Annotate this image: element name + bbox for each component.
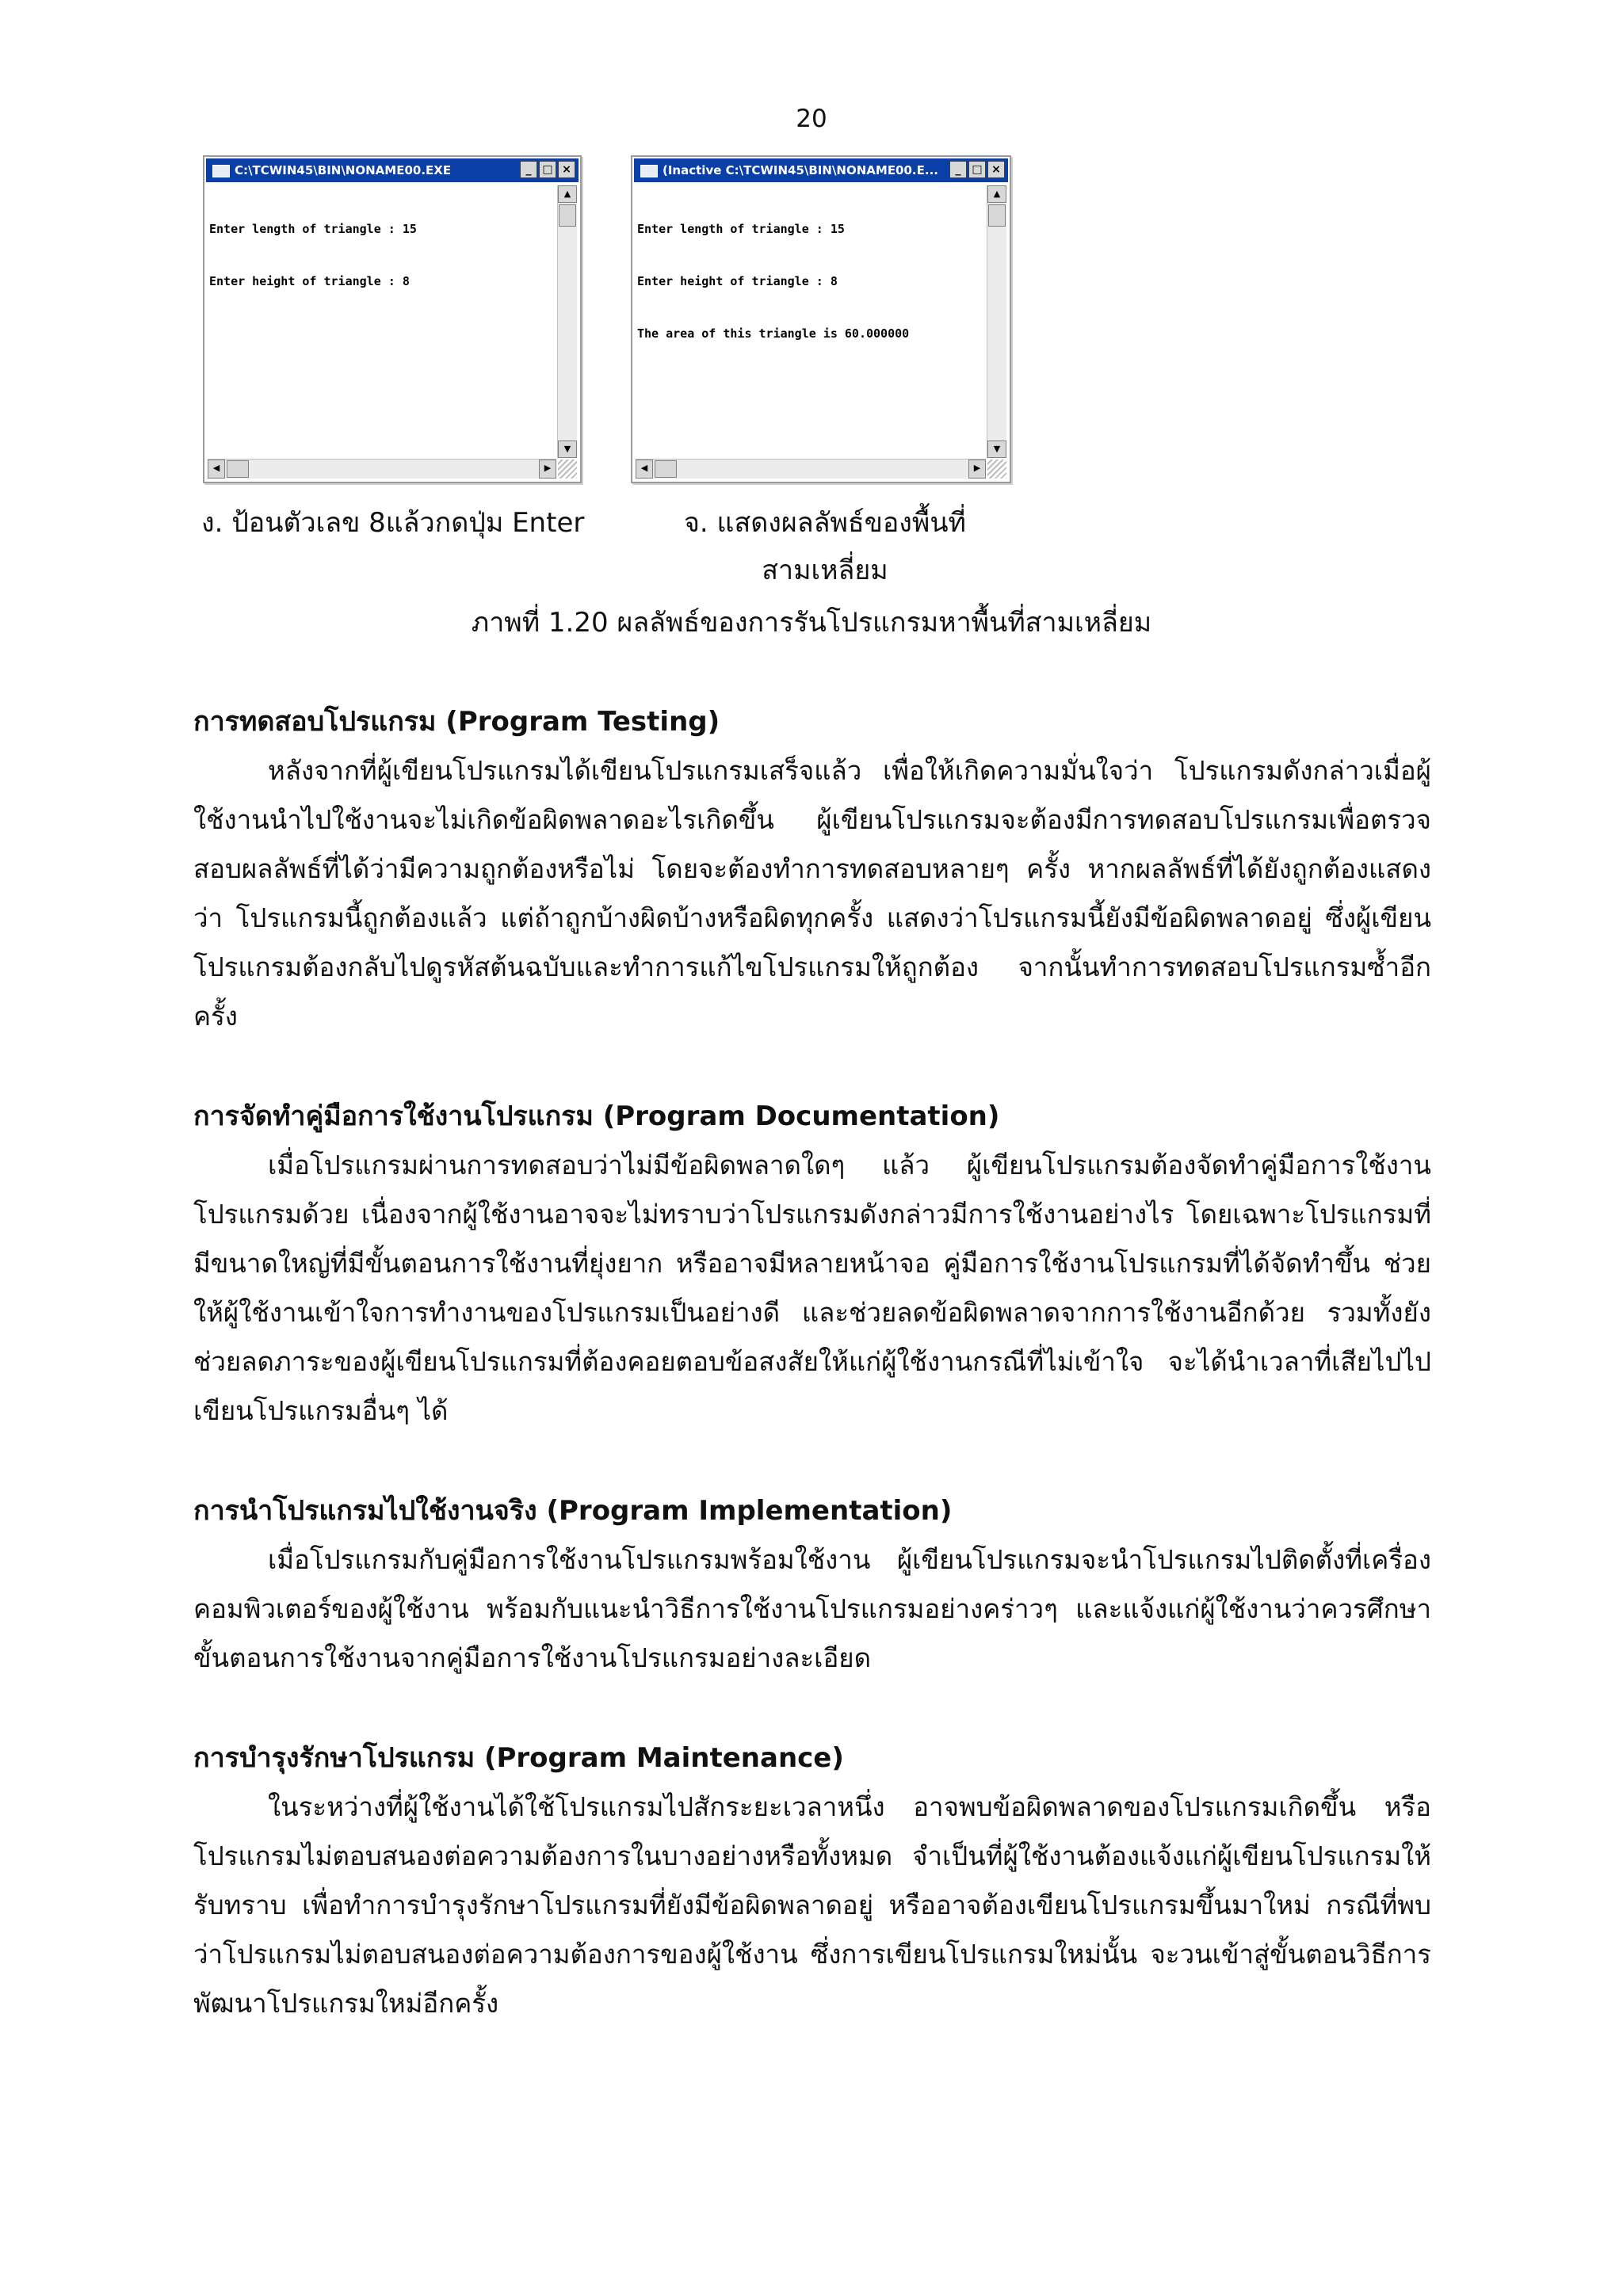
window-title: (Inactive C:\TCWIN45\BIN\NONAME00.E... [663, 163, 938, 177]
scroll-thumb[interactable] [988, 204, 1006, 227]
minimize-button[interactable]: _ [949, 161, 967, 178]
section-body: เมื่อโปรแกรมผ่านการทดสอบว่าไม่มีข้อผิดพลาดใดๆ แล้ว ผู้เขียนโปรแกรมต้องจัดทำคู่มือการใช้งานโปรแกรมด้วย เนื่องจากผู้ใช้งานอาจจะไม่ทราบว่าโปรแกรมดังกล่าวมีการใช้งานอย่างไร โดยเฉพาะโปรแกรมที่มีขนาดใหญ่ที่มีขั้นตอนการใช้งานที่ยุ่งยาก หรืออาจมีหลายหน้าจอ คู่มือการใช้งานโปรแกรมที่ได้จัดทำขึ้น ช่วยให้ผู้ใช้งานเข้าใจการทำงานของโปรแกรมเป็นอย่างดี และช่วยลดข้อผิดพลาดจากการใช้งานอีกด้วย รวมทั้งยังช่วยลดภาระของผู้เขียนโปรแกรมที่ต้องคอยตอบข้อสงสัยให้แก่ผู้ใช้งานกรณีที่ไม่เข้าใจ จะได้นำเวลาที่เสียไปไปเขียนโปรแกรมอื่นๆ ได้ [193, 1150, 1431, 1426]
vertical-scrollbar[interactable] [987, 185, 1006, 458]
subfigure-caption-right: จ. แสดงผลลัพธ์ของพื้นที่สามเหลี่ยม [684, 507, 966, 586]
section-heading: การทดสอบโปรแกรม (Program Testing) [193, 706, 720, 738]
console-line: Enter length of triangle : 15 [637, 222, 845, 236]
scroll-left-icon[interactable]: ◀ [636, 460, 653, 479]
horizontal-scrollbar[interactable] [636, 459, 986, 479]
section-body: ในระหว่างที่ผู้ใช้งานได้ใช้โปรแกรมไปสักระยะเวลาหนึ่ง อาจพบข้อผิดพลาดของโปรแกรมเกิดขึ้น หรือโปรแกรมไม่ตอบสนองต่อความต้องการในบางอย่างหรือทั้งหมด จำเป็นที่ผู้ใช้งานต้องแจ้งแก่ผู้เขียนโปรแกรมให้รับทราบ เพื่อทำการบำรุงรักษาโปรแกรมที่ยังมีข้อผิดพลาดอยู่ หรืออาจต้องเขียนโปรแกรมขึ้นมาใหม่ กรณีที่พบว่าโปรแกรมไม่ตอบสนองต่อความต้องการของผู้ใช้งาน ซึ่งการเขียนโปรแกรมใหม่นั้น จะวนเข้าสู่ขั้นตอนวิธีการพัฒนาโปรแกรมใหม่อีกครั้ง [193, 1791, 1431, 2019]
vertical-scrollbar[interactable] [557, 185, 577, 458]
resize-grip-icon[interactable] [987, 460, 1006, 479]
console-output [208, 185, 556, 458]
page-number: 20 [796, 105, 827, 133]
section-body: เมื่อโปรแกรมกับคู่มือการใช้งานโปรแกรมพร้อมใช้งาน ผู้เขียนโปรแกรมจะนำโปรแกรมไปติดตั้งที่เครื่องคอมพิวเตอร์ของผู้ใช้งาน พร้อมกับแนะนำวิธีการใช้งานโปรแกรมอย่างคร่าวๆ และแจ้งแก่ผู้ใช้งานว่าควรศึกษาขั้นตอนการใช้งานจากคู่มือการใช้งานโปรแกรมอย่างละเอียด [193, 1544, 1431, 1673]
figure-caption: ภาพที่ 1.20 ผลลัพธ์ของการรันโปรแกรมหาพื้นที่สามเหลี่ยม [471, 607, 1152, 639]
scroll-thumb[interactable] [559, 204, 576, 227]
console-output [636, 185, 986, 458]
section-heading: การบำรุงรักษาโปรแกรม (Program Maintenance) [193, 1742, 844, 1774]
close-button[interactable]: × [558, 161, 575, 178]
minimize-button[interactable]: _ [520, 161, 537, 178]
section-heading: การนำโปรแกรมไปใช้งานจริง (Program Implementation) [193, 1495, 953, 1527]
maximize-button[interactable]: □ [539, 161, 556, 178]
console-line: The area of this triangle is 60.000000 [637, 326, 910, 341]
window-title: C:\TCWIN45\BIN\NONAME00.EXE [235, 163, 452, 177]
console-line: Enter height of triangle : 8 [209, 274, 410, 288]
close-button[interactable]: × [987, 161, 1005, 178]
subfigure-caption-left: ง. ป้อนตัวเลข 8แล้วกดปุ่ม Enter [201, 507, 585, 539]
scroll-down-icon[interactable]: ▼ [558, 441, 577, 458]
section-body: หลังจากที่ผู้เขียนโปรแกรมได้เขียนโปรแกรมเสร็จแล้ว เพื่อให้เกิดความมั่นใจว่า โปรแกรมดังกล่าวเมื่อผู้ใช้งานนำไปใช้งานจะไม่เกิดข้อผิดพลาดอะไรเกิดขึ้น ผู้เขียนโปรแกรมจะต้องมีการทดสอบโปรแกรมเพื่อตรวจสอบผลลัพธ์ที่ได้ว่ามีความถูกต้องหรือไม่ โดยจะต้องทำการทดสอบหลายๆ ครั้ง หากผลลัพธ์ที่ได้ยังถูกต้องแสดงว่า โปรแกรมนี้ถูกต้องแล้ว แต่ถ้าถูกบ้างผิดบ้างหรือผิดทุกครั้ง แสดงว่าโปรแกรมนี้ยังมีข้อผิดพลาดอยู่ ซึ่งผู้เขียนโปรแกรมต้องกลับไปดูรหัสต้นฉบับและทำการแก้ไขโปรแกรมให้ถูกต้อง จากนั้นทำการทดสอบโปรแกรมซ้ำอีกครั้ง [193, 755, 1431, 1032]
scroll-thumb[interactable] [227, 460, 249, 478]
console-window-input[interactable] [203, 155, 582, 483]
window-titlebar[interactable] [206, 158, 579, 182]
scroll-down-icon[interactable]: ▼ [987, 441, 1006, 458]
section-program-maintenance [193, 1733, 1431, 2028]
maximize-button[interactable]: □ [968, 161, 986, 178]
window-titlebar[interactable] [634, 158, 1008, 182]
scroll-right-icon[interactable]: ▶ [539, 460, 556, 479]
console-app-icon [640, 165, 658, 177]
console-line: Enter length of triangle : 15 [209, 222, 417, 236]
horizontal-scrollbar[interactable] [208, 459, 556, 479]
scroll-thumb[interactable] [655, 460, 677, 478]
console-line: Enter height of triangle : 8 [637, 274, 838, 288]
section-program-testing [193, 697, 1431, 1041]
scroll-up-icon[interactable]: ▲ [558, 185, 577, 203]
section-program-documentation [193, 1092, 1431, 1436]
section-program-implementation [193, 1486, 1431, 1683]
section-heading: การจัดทำคู่มือการใช้งานโปรแกรม (Program Documentation) [193, 1100, 1000, 1132]
scroll-right-icon[interactable]: ▶ [968, 460, 986, 479]
resize-grip-icon[interactable] [558, 460, 577, 479]
scroll-up-icon[interactable]: ▲ [987, 185, 1006, 203]
console-app-icon [212, 165, 230, 177]
scroll-left-icon[interactable]: ◀ [208, 460, 225, 479]
console-window-result[interactable] [631, 155, 1011, 483]
